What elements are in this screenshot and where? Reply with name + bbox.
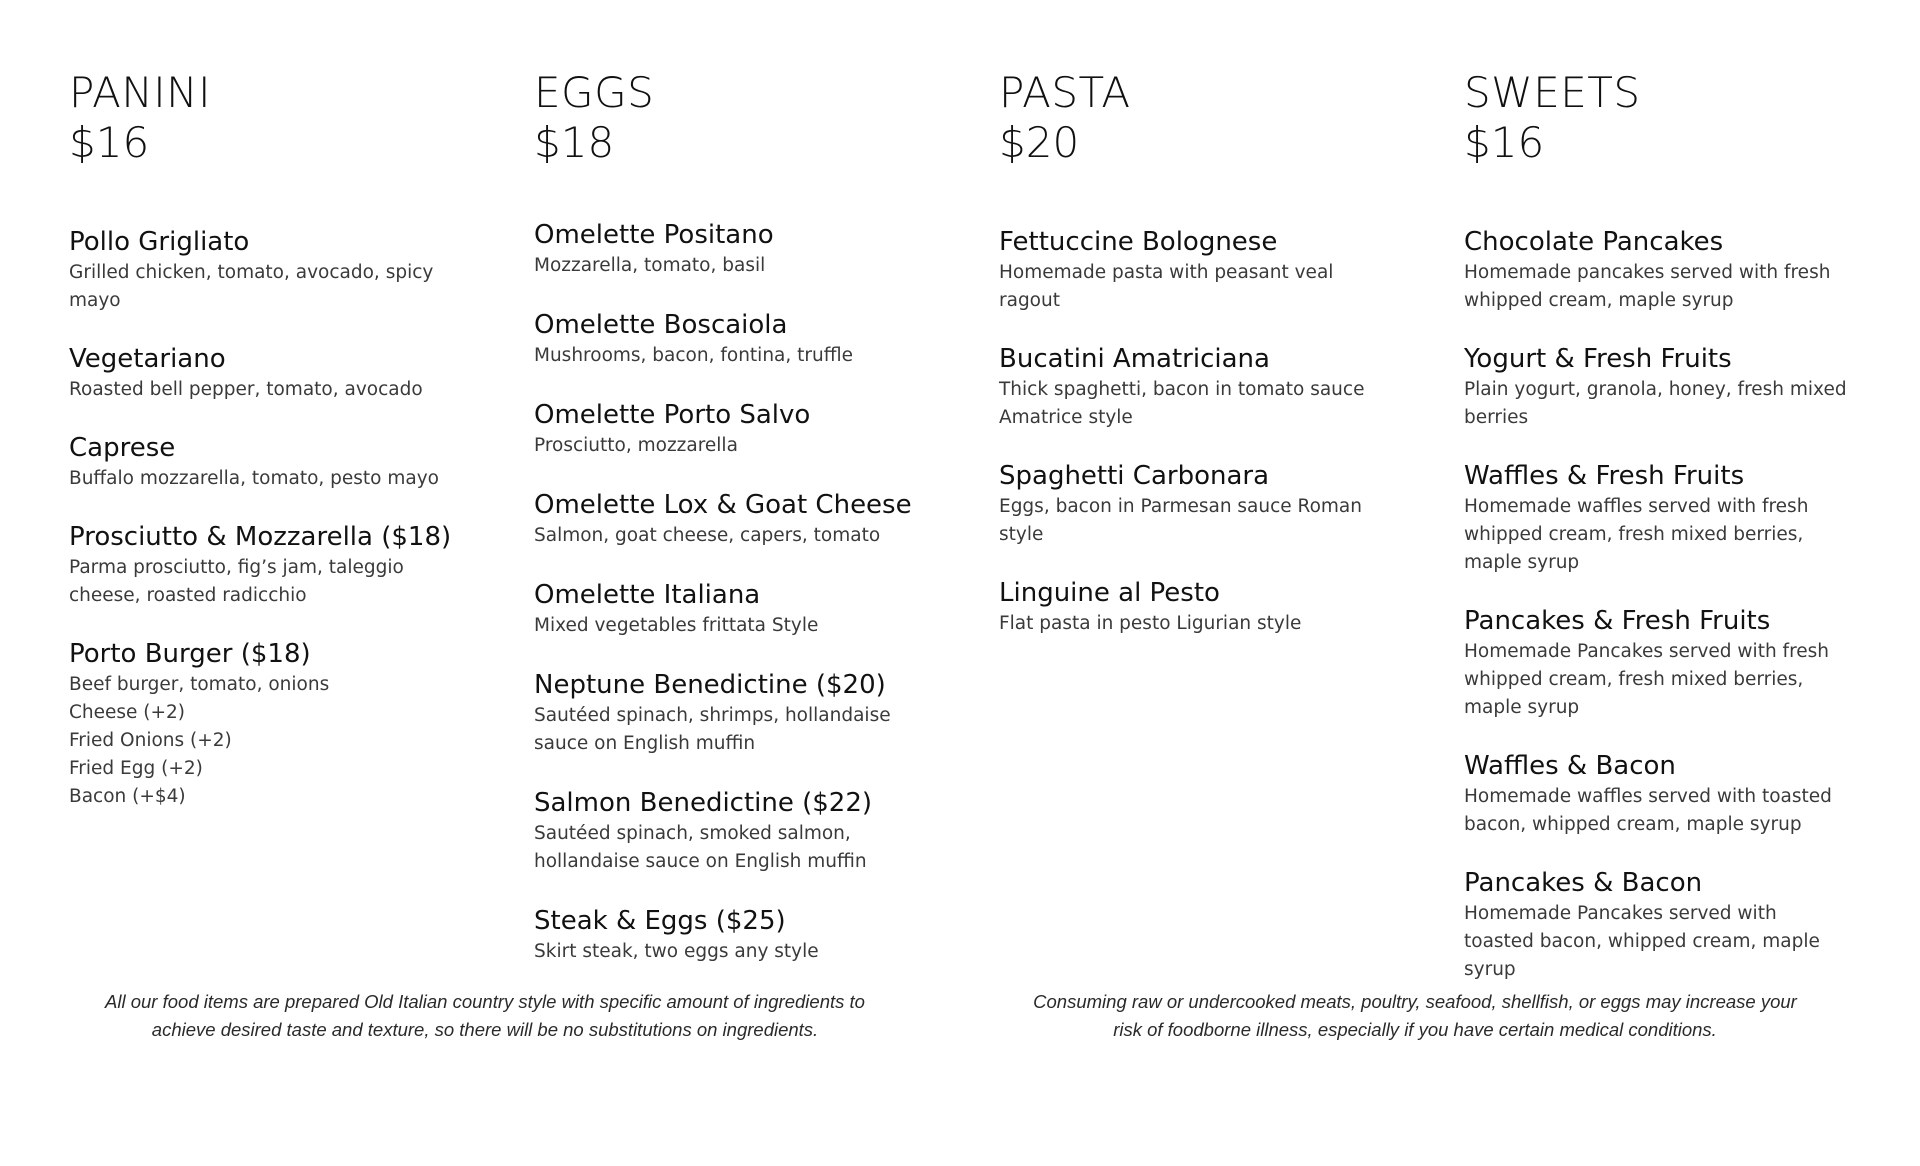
menu-column-panini [69, 68, 469, 839]
menu-item-name: Omelette Boscaiola [534, 310, 788, 340]
menu-item-description [1464, 638, 1864, 722]
menu-item [534, 489, 934, 550]
description-line: Mushrooms, bacon, fontina, truffle [534, 345, 853, 366]
menu-item-description [534, 938, 934, 966]
menu-item [1464, 226, 1864, 315]
description-line: mayo [69, 290, 121, 311]
description-line: syrup [1464, 959, 1516, 980]
menu-item-name: Chocolate Pancakes [1464, 227, 1724, 257]
menu-item [999, 226, 1399, 315]
menu-column-pasta [999, 68, 1399, 666]
menu-item-name: Omelette Lox & Goat Cheese [534, 490, 912, 520]
description-line: Sautéed spinach, smoked salmon, [534, 823, 851, 844]
description-line: cheese, roasted radicchio [69, 585, 307, 606]
menu-item-name: Vegetariano [69, 344, 226, 374]
menu-item-description [534, 522, 934, 550]
menu-item-name: Omelette Porto Salvo [534, 400, 811, 430]
description-line: hollandaise sauce on English muffin [534, 851, 867, 872]
menu-item-name: Omelette Positano [534, 220, 774, 250]
menu-item [1464, 460, 1864, 577]
menu-item-name: Spaghetti Carbonara [999, 461, 1270, 491]
menu-item-description [534, 252, 934, 280]
menu-item-description [534, 820, 934, 876]
description-line: Bacon (+$4) [69, 786, 186, 807]
description-line: Homemade waffles served with fresh [1464, 496, 1809, 517]
menu-item [69, 521, 469, 610]
menu-item-name: Waffles & Bacon [1464, 751, 1676, 781]
health-warning-notice [985, 988, 1845, 1044]
menu-item-name: Pancakes & Fresh Fruits [1464, 606, 1771, 636]
description-line: Beef burger, tomato, onions [69, 674, 330, 695]
description-line: Grilled chicken, tomato, avocado, spicy [69, 262, 434, 283]
menu-item-list [69, 226, 469, 811]
notice-line: Consuming raw or undercooked meats, poultry, seafood, shellfish, or eggs may increase your [1033, 991, 1797, 1012]
menu-item-name: Caprese [69, 433, 176, 463]
menu-item-description [1464, 376, 1864, 432]
description-line: Mozzarella, tomato, basil [534, 255, 766, 276]
menu-item-name: Pollo Grigliato [69, 227, 250, 257]
menu-column-sweets [1464, 68, 1864, 1012]
menu-item [534, 309, 934, 370]
menu-item-name: Steak & Eggs ($25) [534, 906, 786, 936]
menu-item [534, 579, 934, 640]
description-line: Homemade waffles served with toasted [1464, 786, 1832, 807]
menu-item [534, 905, 934, 966]
notice-line: risk of foodborne illness, especially if you have certain medical conditions. [1113, 1019, 1717, 1040]
description-line: maple syrup [1464, 697, 1580, 718]
menu-item-description [69, 259, 469, 315]
description-line: Homemade pancakes served with fresh [1464, 262, 1831, 283]
description-line: Homemade Pancakes served with fresh [1464, 641, 1830, 662]
description-line: maple syrup [1464, 552, 1580, 573]
description-line: Eggs, bacon in Parmesan sauce Roman [999, 496, 1362, 517]
menu-item-description [69, 376, 469, 404]
menu-item-name: Waffles & Fresh Fruits [1464, 461, 1745, 491]
menu-item-description [1464, 783, 1864, 839]
menu-column-eggs [534, 68, 934, 995]
description-line: Roasted bell pepper, tomato, avocado [69, 379, 423, 400]
menu-item [69, 638, 469, 811]
description-line: Homemade Pancakes served with [1464, 903, 1777, 924]
menu-item [534, 787, 934, 876]
description-line: Buffalo mozzarella, tomato, pesto mayo [69, 468, 439, 489]
menu-item-description [999, 610, 1399, 638]
category-price: $16 [69, 118, 150, 167]
menu-item-name: Fettuccine Bolognese [999, 227, 1278, 257]
menu-item-description [69, 465, 469, 493]
menu-item-list [534, 219, 934, 966]
description-line: Homemade pasta with peasant veal [999, 262, 1334, 283]
menu-item-name: Linguine al Pesto [999, 578, 1220, 608]
menu-item-list [1464, 226, 1864, 984]
description-line: Amatrice style [999, 407, 1133, 428]
menu-item-name: Pancakes & Bacon [1464, 868, 1703, 898]
category-title: SWEETS [1464, 68, 1641, 117]
menu-item-name: Salmon Benedictine ($22) [534, 788, 873, 818]
notice-line: achieve desired taste and texture, so there will be no substitutions on ingredients. [151, 1019, 819, 1040]
description-line: Prosciutto, mozzarella [534, 435, 738, 456]
menu-item [69, 226, 469, 315]
menu-item-description [69, 554, 469, 610]
menu-item-description [534, 432, 934, 460]
description-line: Fried Egg (+2) [69, 758, 203, 779]
category-price: $20 [999, 118, 1080, 167]
menu-item [1464, 867, 1864, 984]
description-line: Mixed vegetables frittata Style [534, 615, 819, 636]
description-line: Salmon, goat cheese, capers, tomato [534, 525, 881, 546]
menu-item [999, 577, 1399, 638]
menu-item-description [999, 376, 1399, 432]
menu-item-description [69, 671, 469, 811]
menu-item [999, 460, 1399, 549]
menu-item [1464, 750, 1864, 839]
substitution-notice [55, 988, 915, 1044]
menu-item-description [1464, 259, 1864, 315]
description-line: ragout [999, 290, 1060, 311]
menu-item [1464, 605, 1864, 722]
description-line: Cheese (+2) [69, 702, 186, 723]
description-line: Skirt steak, two eggs any style [534, 941, 819, 962]
menu-item-name: Bucatini Amatriciana [999, 344, 1270, 374]
description-line: sauce on English muffin [534, 733, 756, 754]
menu-item [69, 432, 469, 493]
description-line: Sautéed spinach, shrimps, hollandaise [534, 705, 891, 726]
notice-line: All our food items are prepared Old Italian country style with specific amount of ingredients to [105, 991, 865, 1012]
category-price: $16 [1464, 118, 1545, 167]
menu-item-name: Prosciutto & Mozzarella ($18) [69, 522, 452, 552]
description-line: Plain yogurt, granola, honey, fresh mixed [1464, 379, 1847, 400]
menu-item [534, 399, 934, 460]
category-title: EGGS [534, 68, 655, 117]
category-title: PASTA [999, 68, 1131, 117]
menu-item [1464, 343, 1864, 432]
description-line: Flat pasta in pesto Ligurian style [999, 613, 1302, 634]
description-line: Fried Onions (+2) [69, 730, 232, 751]
menu-item [69, 343, 469, 404]
category-title: PANINI [69, 68, 211, 117]
description-line: Thick spaghetti, bacon in tomato sauce [999, 379, 1365, 400]
description-line: toasted bacon, whipped cream, maple [1464, 931, 1820, 952]
menu-item-description [534, 342, 934, 370]
menu-item-description [534, 702, 934, 758]
menu-item-description [999, 259, 1399, 315]
description-line: style [999, 524, 1044, 545]
menu-item-name: Porto Burger ($18) [69, 639, 311, 669]
description-line: Parma prosciutto, fig’s jam, taleggio [69, 557, 404, 578]
description-line: bacon, whipped cream, maple syrup [1464, 814, 1802, 835]
menu-item-name: Omelette Italiana [534, 580, 761, 610]
menu-item-name: Yogurt & Fresh Fruits [1464, 344, 1732, 374]
category-price: $18 [534, 118, 615, 167]
description-line: berries [1464, 407, 1529, 428]
menu-item [534, 669, 934, 758]
menu-item-description [534, 612, 934, 640]
menu-item-description [1464, 493, 1864, 577]
menu-item [999, 343, 1399, 432]
menu-item-description [999, 493, 1399, 549]
description-line: whipped cream, fresh mixed berries, [1464, 524, 1804, 545]
description-line: whipped cream, fresh mixed berries, [1464, 669, 1804, 690]
menu-item-list [999, 226, 1399, 638]
menu-item-description [1464, 900, 1864, 984]
menu-item-name: Neptune Benedictine ($20) [534, 670, 886, 700]
description-line: whipped cream, maple syrup [1464, 290, 1734, 311]
menu-item [534, 219, 934, 280]
